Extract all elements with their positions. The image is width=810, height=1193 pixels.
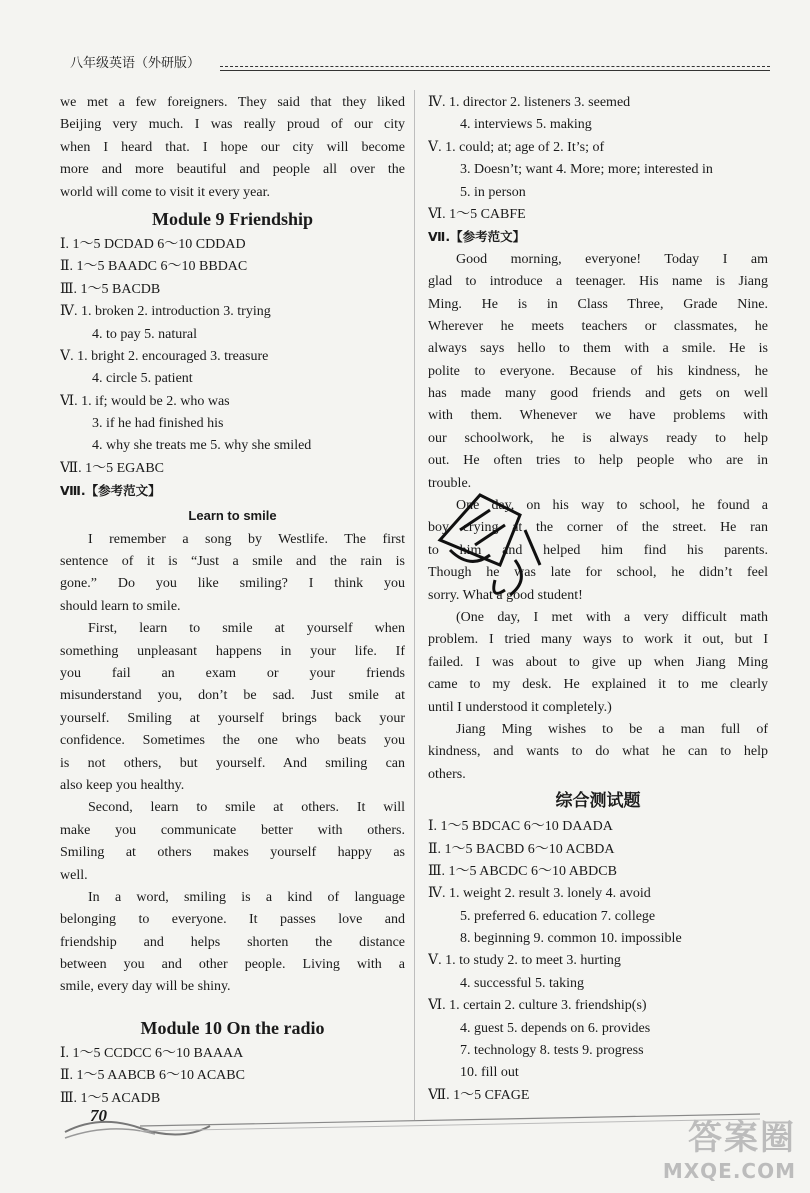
footer-ornament-icon	[60, 1100, 760, 1150]
answer-line: Ⅲ. 1～5 ACADB	[60, 1090, 161, 1106]
essay-line: problem. I tried many ways to work it out, but I	[428, 632, 768, 648]
essay-line: between you and other people. Living with a	[60, 957, 405, 973]
essay-line: always says hello to them with a smile. He is	[428, 341, 768, 357]
essay-line: our schoolwork, he is always ready to help	[428, 430, 768, 446]
answer-line: Ⅰ. 1～5 BDCAC 6～10 DAADA	[428, 819, 613, 835]
essay-line: sentence of it is “Just a smile and the rain is	[60, 554, 405, 570]
answer-line: Ⅴ. 1. to study 2. to meet 3. hurting	[428, 953, 621, 969]
answer-line: Ⅲ. 1～5 BACDB	[60, 281, 161, 297]
header-rule-solid	[220, 70, 770, 71]
answer-line: 5. in person	[460, 184, 526, 200]
essay-line: polite to everyone. Because of his kindness, he	[428, 363, 768, 379]
essay-line: In a word, smiling is a kind of language	[88, 889, 405, 905]
answer-line: 3. Doesn’t; want 4. More; more; interested in	[460, 162, 713, 178]
essay-line: First, learn to smile at yourself when	[88, 621, 405, 637]
essay-line: with them. Whenever we have problems with	[428, 408, 768, 424]
essay-line: trouble.	[428, 475, 472, 491]
essay-line: Smiling at others makes yourself happy as	[60, 845, 405, 861]
answer-line: Ⅳ. 1. director 2. listeners 3. seemed	[428, 95, 631, 110]
essay-line: boy crying at the corner of the street. He ran	[428, 520, 768, 536]
essay-line: confidence. Sometimes the one who beats you	[60, 733, 405, 749]
essay-line: misunderstand you, don’t be sad. Just smile at	[60, 688, 405, 704]
essay-line: to him and helped him find his parents.	[428, 542, 768, 558]
text-line: world will come to visit it every year.	[60, 184, 270, 200]
essay-line: sorry. What a good student!	[428, 587, 583, 603]
essay-line: should learn to smile.	[60, 598, 181, 614]
answer-line: 4. guest 5. depends on 6. provides	[460, 1020, 651, 1036]
site-watermark	[663, 1110, 796, 1183]
answer-line: Ⅵ. 1. certain 2. culture 3. friendship(s)	[428, 998, 647, 1014]
essay-line: Good morning, everyone! Today I am	[456, 251, 768, 267]
answer-line: Ⅳ. 1. broken 2. introduction 3. trying	[60, 304, 271, 320]
text-line: more and more beautiful and people all over the	[60, 162, 405, 178]
answer-line: Ⅵ. 1. if; would be 2. who was	[60, 393, 230, 409]
essay-line: Though he was late for school, he didn’t feel	[428, 565, 768, 581]
watermark-line2: MXQE.COM	[662, 1159, 796, 1183]
answer-line: 7. technology 8. tests 9. progress	[460, 1043, 644, 1059]
essay-line: Jiang Ming wishes to be a man full of	[456, 721, 768, 737]
answer-line: Ⅰ. 1～5 DCDAD 6～10 CDDAD	[60, 236, 246, 252]
stamp-seal	[420, 470, 570, 620]
answer-line: Ⅶ. 1～5 EGABC	[60, 460, 165, 476]
text-line: we met a few foreigners. They said that they liked	[60, 95, 405, 110]
watermark-line1: 答案圈	[688, 1118, 796, 1158]
essay-line: well.	[60, 867, 88, 883]
essay-line: make you communicate better with others.	[60, 822, 405, 838]
column-divider	[414, 90, 415, 1120]
spacer	[60, 999, 405, 1013]
answer-line: 4. successful 5. taking	[460, 975, 585, 991]
page-number: 70	[90, 1106, 107, 1125]
essay-line: belonging to everyone. It passes love and	[60, 912, 405, 928]
answer-line: Ⅱ. 1～5 BACBD 6～10 ACBDA	[428, 841, 615, 857]
header-rule-dashed	[220, 66, 770, 67]
essay-line: Ming. He is in Class Three, Grade Nine.	[428, 296, 768, 312]
answer-line: 4. to pay 5. natural	[92, 326, 197, 342]
essay-line: yourself. Smiling at yourself brings back your	[60, 710, 405, 726]
text-line: Beijing very much. I was really proud of our city	[60, 117, 405, 133]
page-footer	[60, 1100, 760, 1150]
essay-line: something unpleasant happens in your life. If	[60, 643, 405, 659]
answer-line: 3. if he had finished his	[92, 416, 224, 432]
answer-line: Ⅶ. 1～5 CFAGE	[428, 1087, 530, 1103]
answer-line: Ⅱ. 1～5 AABCB 6～10 ACABC	[60, 1068, 245, 1084]
essay-line: smile, every day will be shiny.	[60, 979, 231, 995]
answer-line: Ⅴ. 1. could; at; age of 2. It’s; of	[428, 139, 605, 155]
page-header	[70, 50, 770, 74]
sample-essay-label: Ⅶ.【参考范文】	[428, 229, 526, 245]
stamp-seal-icon	[420, 470, 570, 620]
essay-line: has made many good friends and gets on well	[428, 386, 768, 402]
essay-line: failed. I was about to give up when Jiang Ming	[428, 654, 768, 670]
answer-line: 4. circle 5. patient	[92, 371, 193, 387]
essay-line: kindness, and wants to do what he can to help	[428, 744, 768, 760]
module10-title: Module 10 On the radio	[140, 1017, 325, 1038]
left-column	[60, 92, 405, 1110]
essay-line: until I understood it completely.)	[428, 699, 612, 715]
essay-line: (One day, I met with a very difficult math	[456, 609, 768, 625]
answer-line: Ⅲ. 1～5 ABCDC 6～10 ABDCB	[428, 863, 617, 879]
module9-title: Module 9 Friendship	[151, 208, 314, 229]
answer-line: Ⅵ. 1～5 CABFE	[428, 206, 526, 222]
answer-line: Ⅰ. 1～5 CCDCC 6～10 BAAAA	[60, 1045, 244, 1061]
essay-line: is not others, but yourself. And smiling can	[60, 755, 405, 771]
text-line: when I heard that. I hope our city will become	[60, 139, 405, 155]
answer-line: Ⅳ. 1. weight 2. result 3. lonely 4. avoid	[428, 886, 651, 902]
essay-line: glad to introduce a teenager. His name is Jiang	[428, 274, 768, 290]
essay-line: others.	[428, 766, 466, 782]
test-title: 综合测试题	[555, 791, 641, 812]
answer-line: Ⅱ. 1～5 BAADC 6～10 BBDAC	[60, 259, 248, 275]
essay-line: gone.” Do you like smiling? I think you	[60, 576, 405, 592]
sample-essay-label: Ⅷ.【参考范文】	[60, 483, 161, 499]
answer-line: Ⅴ. 1. bright 2. encouraged 3. treasure	[60, 348, 269, 364]
answer-line: 4. why she treats me 5. why she smiled	[92, 438, 312, 454]
essay-line: Wherever he meets teachers or classmates, he	[428, 318, 768, 334]
essay-line: you fail an exam or your friends	[60, 665, 405, 681]
essay-line: friendship and helps shorten the distance	[60, 934, 405, 950]
answer-line: 5. preferred 6. education 7. college	[460, 908, 656, 924]
essay-line: One day, on his way to school, he found a	[456, 498, 768, 514]
answer-line: 8. beginning 9. common 10. impossible	[460, 931, 682, 947]
essay-line: also keep you healthy.	[60, 777, 185, 793]
essay-line: I remember a song by Westlife. The first	[88, 531, 405, 547]
answer-line: 4. interviews 5. making	[460, 117, 592, 133]
essay-line: out. He often tries to help people who are in	[428, 453, 768, 469]
essay-line: Second, learn to smile at others. It will	[88, 800, 405, 816]
essay-line: came to my desk. He explained it to me clearly	[428, 677, 768, 693]
answer-line: 10. fill out	[460, 1065, 519, 1081]
essay-title: Learn to smile	[188, 507, 277, 523]
header-title: 八年级英语（外研版）	[70, 56, 201, 71]
